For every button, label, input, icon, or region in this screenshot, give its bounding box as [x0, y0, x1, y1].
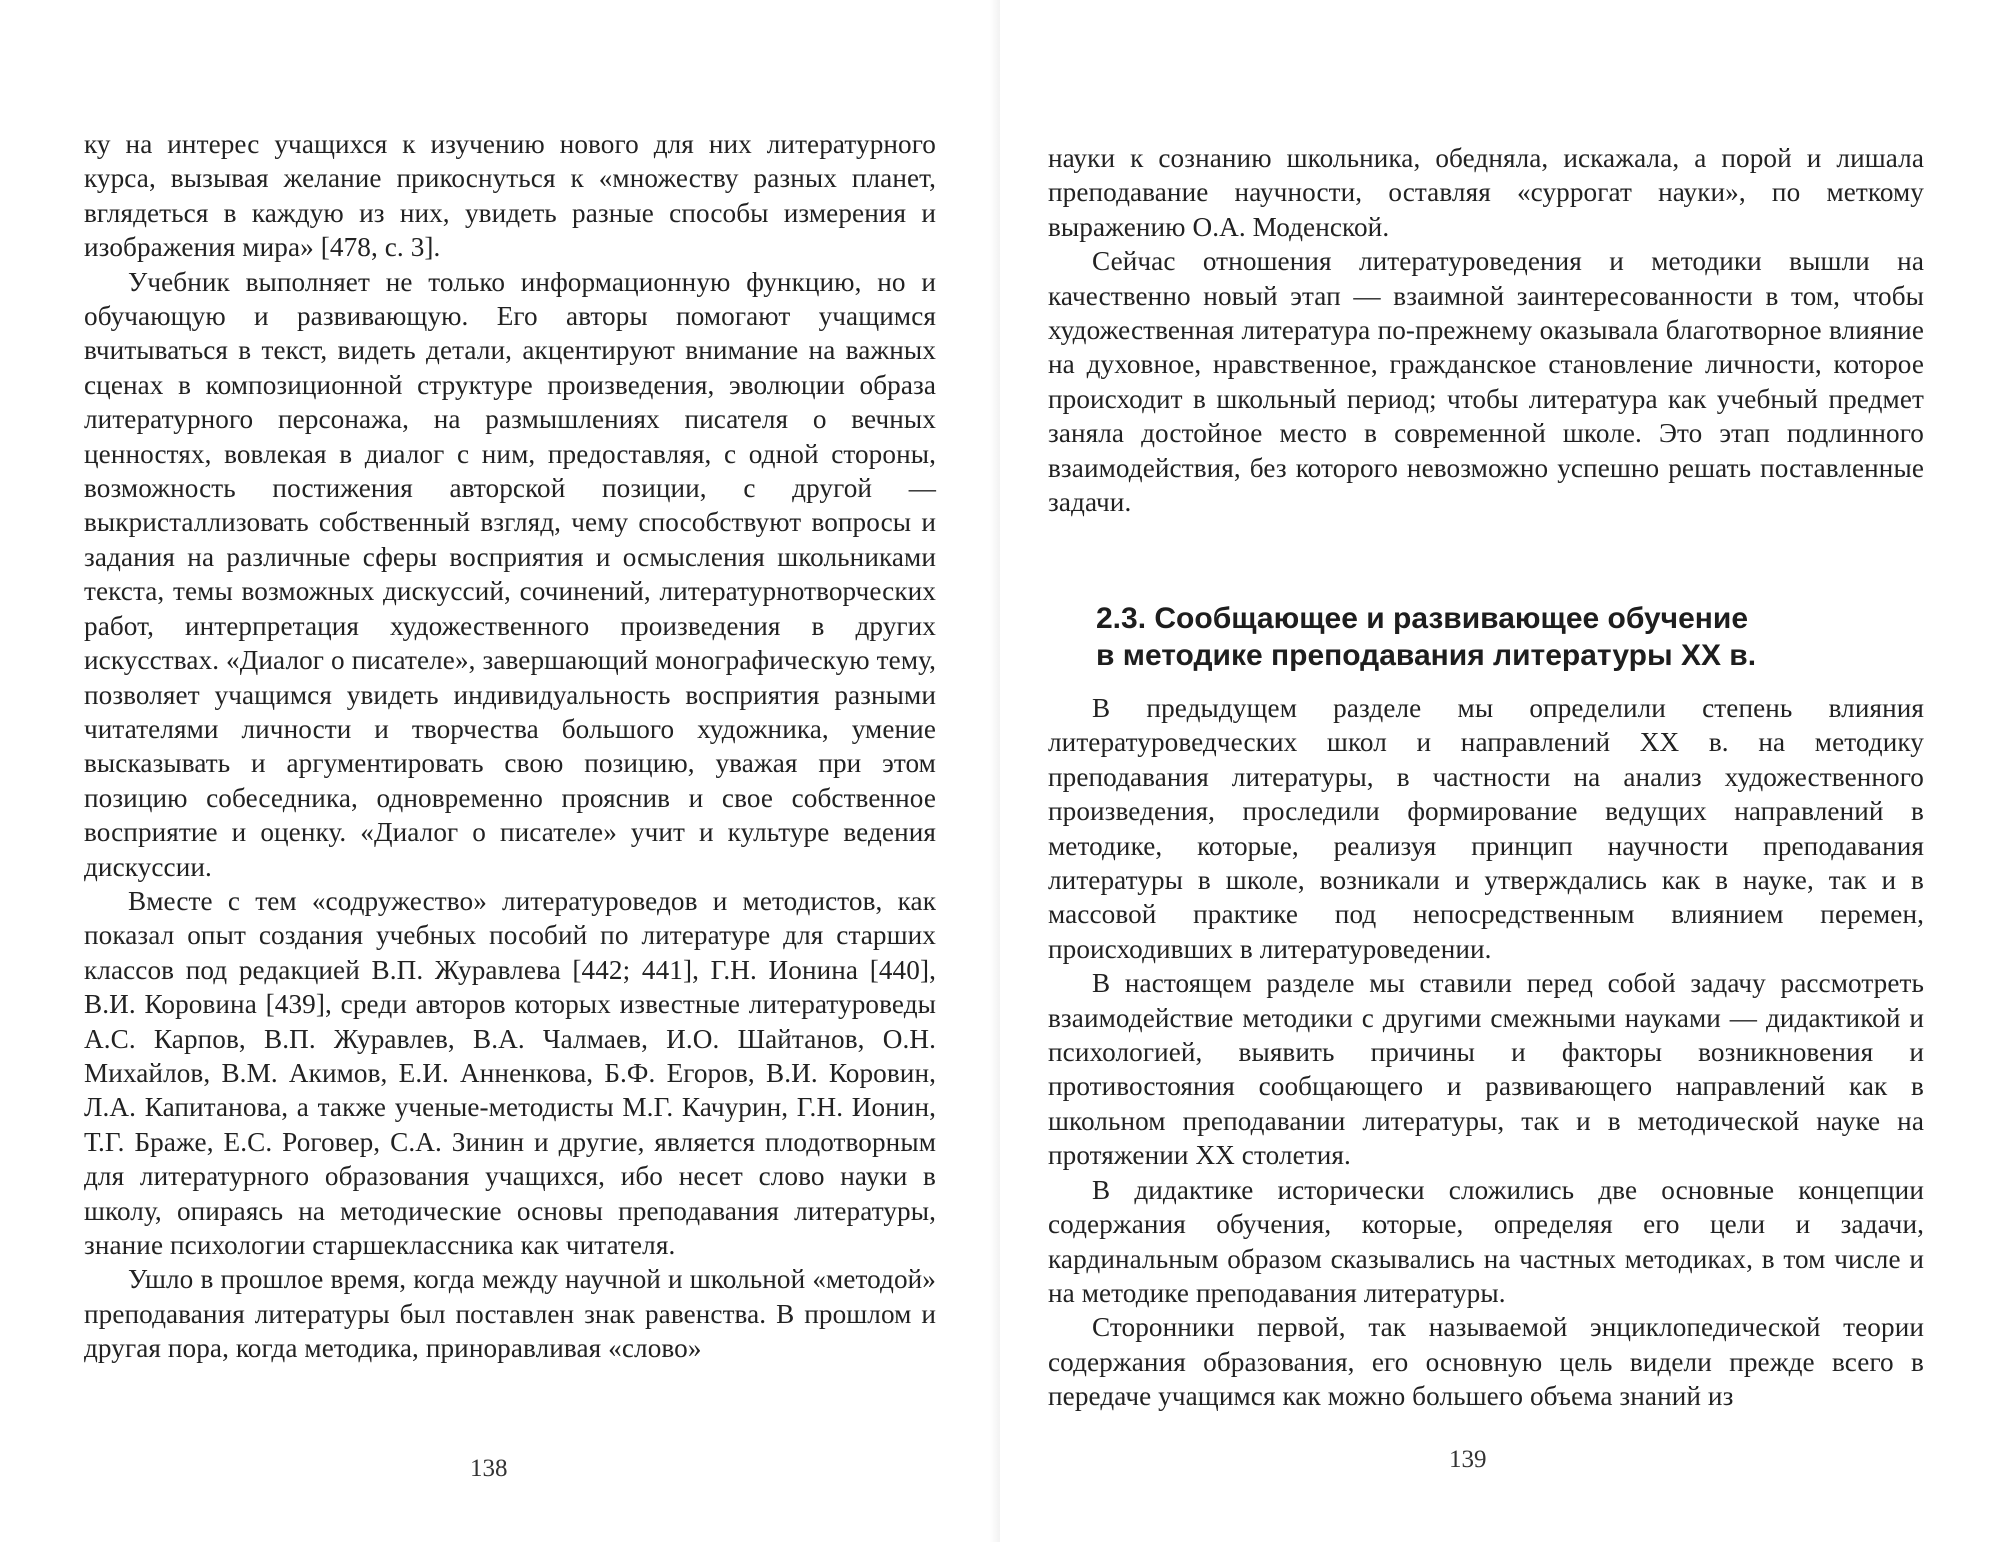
paragraph: науки к сознанию школьника, обедняла, искажала, а порой и лишала преподавание научности, оставляя «суррогат науки», по меткому выражению О.А. Моденской.	[1048, 143, 1924, 242]
paragraph: Учебник выполняет не только информационную функцию, но и обучающую и развивающую. Его авторы помогают учащимся вчитываться в текст, видеть детали, акцентируют внимание на важных сценах в композиционной структуре произведения, эволюции образа литературного персонажа, на размышлениях писателя о вечных ценностях, вовлекая в диалог с ним, предоставляя, с одной стороны, возможность постижения авторской позиции, с другой — выкристаллизовать собственный взгляд, чему способствуют вопросы и задания на различные сферы восприятия и осмысления школьниками текста, темы возможных дискуссий, сочинений, литературнотворческих работ, интерпретация художественного произведения в других искусствах. «Диалог о писателе», завершающий монографическую тему, позволяет учащимся увидеть индивидуальность восприятия разными читателями личности и творчества большого художника, умение высказывать и аргументировать свою позицию, уважая при этом позицию собеседника, одновременно прояснив и свое собственное восприятие и оценку. «Диалог о писателе» учит и культуре ведения дискуссии.	[84, 266, 936, 882]
paragraph: ку на интерес учащихся к изучению нового для них литературного курса, вызывая желание прикоснуться к «множеству разных планет, вглядеться в каждую из них, увидеть разные способы измерения и изображения мира» [478, с. 3].	[84, 129, 936, 263]
right-page-text-top	[1048, 141, 1924, 519]
section-heading	[1096, 600, 1916, 674]
paragraph: Вместе с тем «содружество» литературоведов и методистов, как показал опыт создания учебных пособий по литературе для старших классов под редакцией В.П. Журавлева [442; 441], Г.Н. Ионина [440], В.И. Коровина [439], среди авторов которых известные литературоведы А.С. Карпов, В.П. Журавлев, В.А. Чалмаев, И.О. Шайтанов, О.Н. Михайлов, В.М. Акимов, Е.И. Анненкова, Б.Ф. Егоров, В.И. Коровин, Л.А. Капитанова, а также ученые-методисты М.Г. Качурин, Г.Н. Ионин, Т.Г. Браже, Е.С. Роговер, С.А. Зинин и другие, является плодотворным для литературного образования учащихся, ибо несет слово науки в школу, опираясь на методические основы преподавания литературы, знание психологии старшеклассника как читателя.	[84, 885, 936, 1260]
paragraph: В предыдущем разделе мы определили степень влияния литературоведческих школ и направлений XX в. на методику преподавания литературы, в частности на анализ художественного произведения, проследили формирование ведущих направлений в методике, которые, реализуя принцип научности преподавания литературы в школе, возникали и утверждались как в науке, так и в массовой практике под непосредственным влиянием перемен, происходивших в литературоведении.	[1048, 693, 1924, 964]
page-number: 139	[1449, 1446, 1487, 1473]
paragraph: В настоящем разделе мы ставили перед собой задачу рассмотреть взаимодействие методики с другими смежными науками — дидактикой и психологией, выявить причины и факторы возникновения и противостояния сообщающего и развивающего направлений как в школьном преподавании литературы, так и в методической науке на протяжении XX столетия.	[1048, 968, 1924, 1171]
paragraph: Ушло в прошлое время, когда между научной и школьной «методой» преподавания литературы был поставлен знак равенства. В прошлом и другая пора, когда методика, приноравливая «слово»	[84, 1264, 936, 1364]
right-page	[1000, 0, 2000, 1542]
paragraph: Сторонники первой, так называемой энциклопедической теории содержания образования, его основную цель видели прежде всего в передаче учащимся как можно большего объема знаний из	[1048, 1312, 1924, 1412]
page-number: 138	[470, 1455, 508, 1482]
section-heading-line-2: в методике преподавания литературы XX в.	[1096, 639, 1757, 672]
right-page-text-bottom	[1048, 691, 1924, 1414]
paragraph: Сейчас отношения литературоведения и методики вышли на качественно новый этап — взаимной заинтересованности в том, чтобы художественная литература по-прежнему оказывала благотворное влияние на духовное, нравственное, гражданское становление личности, которое происходит в школьный период; чтобы литература как учебный предмет заняла достойное место в современной школе. Это этап подлинного взаимодействия, без которого невозможно успешно решать поставленные задачи.	[1048, 246, 1924, 518]
section-heading-line-1: 2.3. Сообщающее и развивающее обучение	[1096, 602, 1749, 635]
paragraph: В дидактике исторически сложились две основные концепции содержания обучения, которые, определяя его цели и задачи, кардинальным образом сказывались на частных методиках, в том числе и на методике преподавания литературы.	[1048, 1174, 1924, 1308]
left-page-text	[84, 127, 936, 1366]
